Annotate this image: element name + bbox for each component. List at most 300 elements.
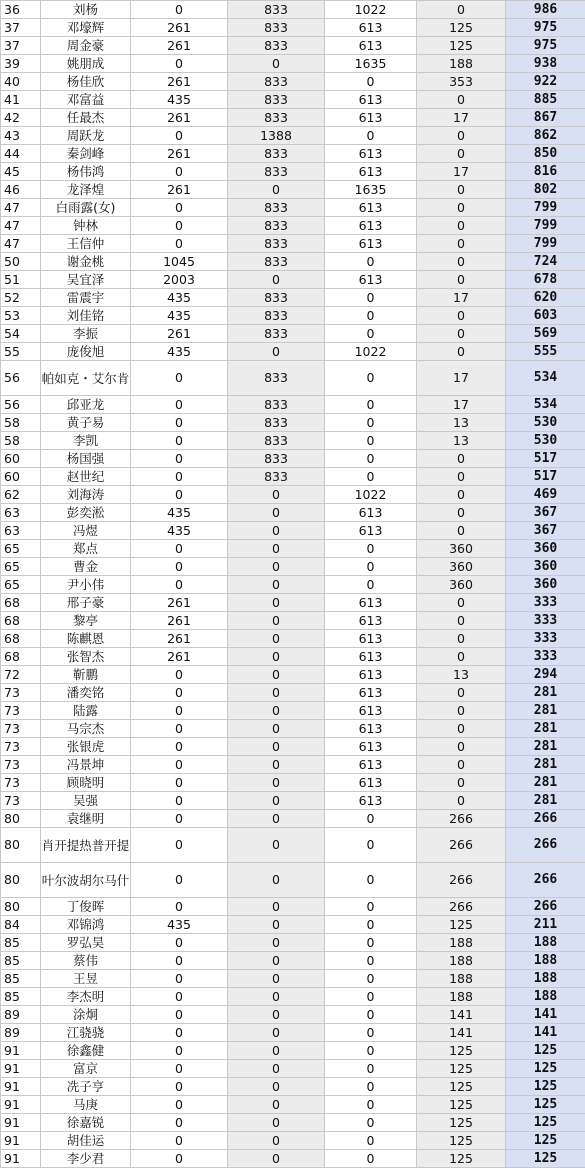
rank-cell[interactable]: 85 <box>1 952 41 970</box>
points-col-2-cell[interactable]: 833 <box>228 91 325 109</box>
player-name-cell[interactable]: 庞俊旭 <box>41 343 131 361</box>
player-name-cell[interactable]: 叶尔波胡尔马什 <box>41 863 131 898</box>
player-name-cell[interactable]: 邓壕辉 <box>41 19 131 37</box>
total-points-cell[interactable]: 517 <box>506 450 585 468</box>
points-col-3-cell[interactable]: 613 <box>325 145 417 163</box>
player-name-cell[interactable]: 胡佳运 <box>41 1132 131 1150</box>
points-col-4-cell[interactable]: 266 <box>417 828 506 863</box>
points-col-3-cell[interactable]: 0 <box>325 576 417 594</box>
rank-cell[interactable]: 43 <box>1 127 41 145</box>
rank-cell[interactable]: 47 <box>1 217 41 235</box>
rank-cell[interactable]: 63 <box>1 522 41 540</box>
points-col-4-cell[interactable]: 0 <box>417 774 506 792</box>
points-col-4-cell[interactable]: 125 <box>417 1060 506 1078</box>
total-points-cell[interactable]: 975 <box>506 37 585 55</box>
player-name-cell[interactable]: 赵世纪 <box>41 468 131 486</box>
points-col-1-cell[interactable]: 0 <box>131 970 228 988</box>
total-points-cell[interactable]: 367 <box>506 522 585 540</box>
total-points-cell[interactable]: 850 <box>506 145 585 163</box>
total-points-cell[interactable]: 141 <box>506 1024 585 1042</box>
rank-cell[interactable]: 72 <box>1 666 41 684</box>
points-col-1-cell[interactable]: 0 <box>131 540 228 558</box>
rank-cell[interactable]: 80 <box>1 898 41 916</box>
points-col-1-cell[interactable]: 2003 <box>131 271 228 289</box>
points-col-2-cell[interactable]: 833 <box>228 19 325 37</box>
points-col-1-cell[interactable]: 435 <box>131 504 228 522</box>
points-col-3-cell[interactable]: 0 <box>325 396 417 414</box>
points-col-4-cell[interactable]: 0 <box>417 738 506 756</box>
total-points-cell[interactable]: 360 <box>506 540 585 558</box>
total-points-cell[interactable]: 360 <box>506 576 585 594</box>
points-col-2-cell[interactable]: 833 <box>228 217 325 235</box>
total-points-cell[interactable]: 125 <box>506 1060 585 1078</box>
total-points-cell[interactable]: 125 <box>506 1078 585 1096</box>
points-col-4-cell[interactable]: 360 <box>417 576 506 594</box>
points-col-2-cell[interactable]: 0 <box>228 828 325 863</box>
points-col-4-cell[interactable]: 188 <box>417 988 506 1006</box>
points-col-3-cell[interactable]: 613 <box>325 594 417 612</box>
points-col-1-cell[interactable]: 0 <box>131 1096 228 1114</box>
player-name-cell[interactable]: 李凯 <box>41 432 131 450</box>
points-col-2-cell[interactable]: 0 <box>228 343 325 361</box>
points-col-2-cell[interactable]: 0 <box>228 756 325 774</box>
points-col-4-cell[interactable]: 0 <box>417 684 506 702</box>
points-col-4-cell[interactable]: 141 <box>417 1006 506 1024</box>
player-name-cell[interactable]: 杨佳欣 <box>41 73 131 91</box>
player-name-cell[interactable]: 肖开提热普开提 <box>41 828 131 863</box>
rank-cell[interactable]: 41 <box>1 91 41 109</box>
total-points-cell[interactable]: 799 <box>506 199 585 217</box>
rank-cell[interactable]: 40 <box>1 73 41 91</box>
points-col-4-cell[interactable]: 266 <box>417 898 506 916</box>
rank-cell[interactable]: 37 <box>1 19 41 37</box>
points-col-1-cell[interactable]: 435 <box>131 307 228 325</box>
player-name-cell[interactable]: 周金豪 <box>41 37 131 55</box>
points-col-2-cell[interactable]: 0 <box>228 1006 325 1024</box>
points-col-1-cell[interactable]: 0 <box>131 468 228 486</box>
points-col-1-cell[interactable]: 0 <box>131 988 228 1006</box>
points-col-1-cell[interactable]: 0 <box>131 1078 228 1096</box>
points-col-4-cell[interactable]: 0 <box>417 181 506 199</box>
points-col-1-cell[interactable]: 0 <box>131 217 228 235</box>
total-points-cell[interactable]: 188 <box>506 934 585 952</box>
points-col-3-cell[interactable]: 0 <box>325 127 417 145</box>
points-col-2-cell[interactable]: 833 <box>228 199 325 217</box>
points-col-2-cell[interactable]: 833 <box>228 163 325 181</box>
points-col-3-cell[interactable]: 613 <box>325 522 417 540</box>
rank-cell[interactable]: 51 <box>1 271 41 289</box>
points-col-3-cell[interactable]: 0 <box>325 1078 417 1096</box>
points-col-1-cell[interactable]: 435 <box>131 91 228 109</box>
points-col-3-cell[interactable]: 0 <box>325 988 417 1006</box>
points-col-4-cell[interactable]: 188 <box>417 55 506 73</box>
rank-cell[interactable]: 73 <box>1 720 41 738</box>
rank-cell[interactable]: 60 <box>1 450 41 468</box>
rank-cell[interactable]: 73 <box>1 684 41 702</box>
points-col-1-cell[interactable]: 0 <box>131 898 228 916</box>
player-name-cell[interactable]: 马宗杰 <box>41 720 131 738</box>
player-name-cell[interactable]: 马庚 <box>41 1096 131 1114</box>
total-points-cell[interactable]: 125 <box>506 1150 585 1168</box>
points-col-3-cell[interactable]: 613 <box>325 37 417 55</box>
rank-cell[interactable]: 91 <box>1 1060 41 1078</box>
rank-cell[interactable]: 39 <box>1 55 41 73</box>
player-name-cell[interactable]: 富京 <box>41 1060 131 1078</box>
points-col-3-cell[interactable]: 0 <box>325 828 417 863</box>
total-points-cell[interactable]: 862 <box>506 127 585 145</box>
points-col-3-cell[interactable]: 1022 <box>325 1 417 19</box>
points-col-3-cell[interactable]: 0 <box>325 1114 417 1132</box>
total-points-cell[interactable]: 333 <box>506 612 585 630</box>
points-col-4-cell[interactable]: 0 <box>417 720 506 738</box>
points-col-1-cell[interactable]: 0 <box>131 810 228 828</box>
points-col-2-cell[interactable]: 0 <box>228 970 325 988</box>
points-col-4-cell[interactable]: 0 <box>417 91 506 109</box>
points-col-1-cell[interactable]: 0 <box>131 666 228 684</box>
player-name-cell[interactable]: 王昱 <box>41 970 131 988</box>
points-col-2-cell[interactable]: 833 <box>228 73 325 91</box>
points-col-4-cell[interactable]: 0 <box>417 648 506 666</box>
total-points-cell[interactable]: 517 <box>506 468 585 486</box>
points-col-4-cell[interactable]: 125 <box>417 1114 506 1132</box>
total-points-cell[interactable]: 724 <box>506 253 585 271</box>
player-name-cell[interactable]: 陈麒恩 <box>41 630 131 648</box>
points-col-1-cell[interactable]: 261 <box>131 37 228 55</box>
total-points-cell[interactable]: 986 <box>506 1 585 19</box>
rank-cell[interactable]: 73 <box>1 756 41 774</box>
rank-cell[interactable]: 65 <box>1 558 41 576</box>
points-col-3-cell[interactable]: 0 <box>325 414 417 432</box>
total-points-cell[interactable]: 885 <box>506 91 585 109</box>
points-col-3-cell[interactable]: 1022 <box>325 343 417 361</box>
points-col-4-cell[interactable]: 125 <box>417 916 506 934</box>
points-col-2-cell[interactable]: 833 <box>228 396 325 414</box>
rank-cell[interactable]: 91 <box>1 1096 41 1114</box>
player-name-cell[interactable]: 邓锦鸿 <box>41 916 131 934</box>
points-col-2-cell[interactable]: 0 <box>228 558 325 576</box>
rank-cell[interactable]: 85 <box>1 970 41 988</box>
points-col-2-cell[interactable]: 0 <box>228 988 325 1006</box>
points-col-1-cell[interactable]: 0 <box>131 684 228 702</box>
points-col-3-cell[interactable]: 0 <box>325 970 417 988</box>
points-col-4-cell[interactable]: 0 <box>417 504 506 522</box>
rank-cell[interactable]: 47 <box>1 199 41 217</box>
rank-cell[interactable]: 68 <box>1 648 41 666</box>
rank-cell[interactable]: 62 <box>1 486 41 504</box>
rank-cell[interactable]: 47 <box>1 235 41 253</box>
points-col-1-cell[interactable]: 0 <box>131 1132 228 1150</box>
points-col-3-cell[interactable]: 0 <box>325 863 417 898</box>
points-col-1-cell[interactable]: 0 <box>131 450 228 468</box>
rank-cell[interactable]: 55 <box>1 343 41 361</box>
points-col-3-cell[interactable]: 613 <box>325 271 417 289</box>
points-col-2-cell[interactable]: 0 <box>228 486 325 504</box>
player-name-cell[interactable]: 李杰明 <box>41 988 131 1006</box>
player-name-cell[interactable]: 杨国强 <box>41 450 131 468</box>
points-col-2-cell[interactable]: 833 <box>228 37 325 55</box>
total-points-cell[interactable]: 816 <box>506 163 585 181</box>
points-col-3-cell[interactable]: 0 <box>325 253 417 271</box>
points-col-2-cell[interactable]: 0 <box>228 612 325 630</box>
total-points-cell[interactable]: 555 <box>506 343 585 361</box>
points-col-4-cell[interactable]: 0 <box>417 325 506 343</box>
points-col-2-cell[interactable]: 0 <box>228 1060 325 1078</box>
rank-cell[interactable]: 54 <box>1 325 41 343</box>
points-col-1-cell[interactable]: 0 <box>131 702 228 720</box>
points-col-3-cell[interactable]: 0 <box>325 898 417 916</box>
points-col-3-cell[interactable]: 613 <box>325 199 417 217</box>
rank-cell[interactable]: 73 <box>1 738 41 756</box>
total-points-cell[interactable]: 211 <box>506 916 585 934</box>
points-col-1-cell[interactable]: 0 <box>131 576 228 594</box>
rank-cell[interactable]: 60 <box>1 468 41 486</box>
points-col-3-cell[interactable]: 0 <box>325 916 417 934</box>
player-name-cell[interactable]: 顾晓明 <box>41 774 131 792</box>
points-col-4-cell[interactable]: 0 <box>417 630 506 648</box>
points-col-1-cell[interactable]: 0 <box>131 558 228 576</box>
points-col-4-cell[interactable]: 0 <box>417 199 506 217</box>
total-points-cell[interactable]: 188 <box>506 952 585 970</box>
points-col-4-cell[interactable]: 0 <box>417 271 506 289</box>
points-col-4-cell[interactable]: 125 <box>417 1132 506 1150</box>
rank-cell[interactable]: 80 <box>1 828 41 863</box>
points-col-4-cell[interactable]: 13 <box>417 666 506 684</box>
points-col-4-cell[interactable]: 0 <box>417 702 506 720</box>
points-col-2-cell[interactable]: 0 <box>228 594 325 612</box>
points-col-4-cell[interactable]: 188 <box>417 952 506 970</box>
points-col-4-cell[interactable]: 0 <box>417 594 506 612</box>
points-col-4-cell[interactable]: 0 <box>417 235 506 253</box>
player-name-cell[interactable]: 袁继明 <box>41 810 131 828</box>
points-col-4-cell[interactable]: 125 <box>417 37 506 55</box>
rank-cell[interactable]: 58 <box>1 432 41 450</box>
total-points-cell[interactable]: 281 <box>506 738 585 756</box>
points-col-3-cell[interactable]: 1022 <box>325 486 417 504</box>
points-col-1-cell[interactable]: 0 <box>131 55 228 73</box>
player-name-cell[interactable]: 潘奕铭 <box>41 684 131 702</box>
total-points-cell[interactable]: 266 <box>506 863 585 898</box>
total-points-cell[interactable]: 799 <box>506 235 585 253</box>
points-col-4-cell[interactable]: 17 <box>417 361 506 396</box>
points-col-2-cell[interactable]: 0 <box>228 271 325 289</box>
points-col-4-cell[interactable]: 0 <box>417 217 506 235</box>
rank-cell[interactable]: 80 <box>1 810 41 828</box>
points-col-2-cell[interactable]: 0 <box>228 540 325 558</box>
total-points-cell[interactable]: 188 <box>506 988 585 1006</box>
points-col-3-cell[interactable]: 613 <box>325 612 417 630</box>
points-col-4-cell[interactable]: 125 <box>417 1042 506 1060</box>
total-points-cell[interactable]: 530 <box>506 414 585 432</box>
points-col-1-cell[interactable]: 0 <box>131 756 228 774</box>
points-col-4-cell[interactable]: 0 <box>417 468 506 486</box>
points-col-2-cell[interactable]: 833 <box>228 361 325 396</box>
points-col-1-cell[interactable]: 261 <box>131 594 228 612</box>
points-col-4-cell[interactable]: 0 <box>417 756 506 774</box>
points-col-3-cell[interactable]: 0 <box>325 1042 417 1060</box>
player-name-cell[interactable]: 刘佳铭 <box>41 307 131 325</box>
total-points-cell[interactable]: 569 <box>506 325 585 343</box>
player-name-cell[interactable]: 邢子豪 <box>41 594 131 612</box>
points-col-1-cell[interactable]: 0 <box>131 414 228 432</box>
points-col-3-cell[interactable]: 0 <box>325 289 417 307</box>
points-col-4-cell[interactable]: 0 <box>417 127 506 145</box>
points-col-2-cell[interactable]: 0 <box>228 522 325 540</box>
player-name-cell[interactable]: 靳鹏 <box>41 666 131 684</box>
points-col-1-cell[interactable]: 0 <box>131 127 228 145</box>
total-points-cell[interactable]: 294 <box>506 666 585 684</box>
player-name-cell[interactable]: 黎亭 <box>41 612 131 630</box>
points-col-1-cell[interactable]: 0 <box>131 432 228 450</box>
rank-cell[interactable]: 91 <box>1 1150 41 1168</box>
rank-cell[interactable]: 56 <box>1 361 41 396</box>
rank-cell[interactable]: 73 <box>1 702 41 720</box>
points-col-3-cell[interactable]: 0 <box>325 307 417 325</box>
total-points-cell[interactable]: 620 <box>506 289 585 307</box>
total-points-cell[interactable]: 281 <box>506 684 585 702</box>
player-name-cell[interactable]: 谢金桃 <box>41 253 131 271</box>
points-col-1-cell[interactable]: 0 <box>131 774 228 792</box>
points-col-3-cell[interactable]: 613 <box>325 684 417 702</box>
points-col-1-cell[interactable]: 0 <box>131 720 228 738</box>
points-col-3-cell[interactable]: 613 <box>325 756 417 774</box>
total-points-cell[interactable]: 141 <box>506 1006 585 1024</box>
player-name-cell[interactable]: 邱亚龙 <box>41 396 131 414</box>
points-col-2-cell[interactable]: 0 <box>228 648 325 666</box>
points-col-4-cell[interactable]: 0 <box>417 522 506 540</box>
rank-cell[interactable]: 89 <box>1 1006 41 1024</box>
points-col-1-cell[interactable]: 0 <box>131 1114 228 1132</box>
rank-cell[interactable]: 36 <box>1 1 41 19</box>
points-col-1-cell[interactable]: 261 <box>131 325 228 343</box>
points-col-1-cell[interactable]: 0 <box>131 1006 228 1024</box>
total-points-cell[interactable]: 530 <box>506 432 585 450</box>
rank-cell[interactable]: 52 <box>1 289 41 307</box>
total-points-cell[interactable]: 266 <box>506 828 585 863</box>
points-col-4-cell[interactable]: 17 <box>417 396 506 414</box>
points-col-3-cell[interactable]: 0 <box>325 325 417 343</box>
points-col-3-cell[interactable]: 0 <box>325 810 417 828</box>
points-col-2-cell[interactable]: 833 <box>228 1 325 19</box>
rank-cell[interactable]: 91 <box>1 1132 41 1150</box>
total-points-cell[interactable]: 333 <box>506 594 585 612</box>
points-col-3-cell[interactable]: 0 <box>325 361 417 396</box>
rank-cell[interactable]: 91 <box>1 1042 41 1060</box>
points-col-3-cell[interactable]: 613 <box>325 163 417 181</box>
points-col-3-cell[interactable]: 613 <box>325 217 417 235</box>
points-col-3-cell[interactable]: 613 <box>325 792 417 810</box>
points-col-1-cell[interactable]: 435 <box>131 522 228 540</box>
points-col-4-cell[interactable]: 0 <box>417 253 506 271</box>
rank-cell[interactable]: 44 <box>1 145 41 163</box>
rank-cell[interactable]: 68 <box>1 612 41 630</box>
player-name-cell[interactable]: 白雨露(女) <box>41 199 131 217</box>
points-col-2-cell[interactable]: 833 <box>228 253 325 271</box>
rank-cell[interactable]: 56 <box>1 396 41 414</box>
points-col-2-cell[interactable]: 0 <box>228 55 325 73</box>
points-col-3-cell[interactable]: 613 <box>325 630 417 648</box>
points-col-3-cell[interactable]: 613 <box>325 235 417 253</box>
points-col-1-cell[interactable]: 0 <box>131 828 228 863</box>
points-col-2-cell[interactable]: 0 <box>228 1024 325 1042</box>
points-col-3-cell[interactable]: 0 <box>325 1024 417 1042</box>
points-col-1-cell[interactable]: 0 <box>131 163 228 181</box>
points-col-3-cell[interactable]: 613 <box>325 738 417 756</box>
total-points-cell[interactable]: 125 <box>506 1042 585 1060</box>
points-col-2-cell[interactable]: 833 <box>228 325 325 343</box>
total-points-cell[interactable]: 281 <box>506 756 585 774</box>
points-col-1-cell[interactable]: 261 <box>131 630 228 648</box>
rank-cell[interactable]: 45 <box>1 163 41 181</box>
player-name-cell[interactable]: 杨伟鸿 <box>41 163 131 181</box>
total-points-cell[interactable]: 281 <box>506 702 585 720</box>
points-col-3-cell[interactable]: 613 <box>325 666 417 684</box>
rank-cell[interactable]: 80 <box>1 863 41 898</box>
total-points-cell[interactable]: 188 <box>506 970 585 988</box>
points-col-2-cell[interactable]: 833 <box>228 235 325 253</box>
points-col-3-cell[interactable]: 0 <box>325 1096 417 1114</box>
points-col-2-cell[interactable]: 1388 <box>228 127 325 145</box>
points-col-3-cell[interactable]: 613 <box>325 648 417 666</box>
rank-cell[interactable]: 91 <box>1 1114 41 1132</box>
rank-cell[interactable]: 53 <box>1 307 41 325</box>
player-name-cell[interactable]: 王信仲 <box>41 235 131 253</box>
points-col-1-cell[interactable]: 0 <box>131 199 228 217</box>
total-points-cell[interactable]: 367 <box>506 504 585 522</box>
total-points-cell[interactable]: 975 <box>506 19 585 37</box>
points-col-1-cell[interactable]: 0 <box>131 934 228 952</box>
points-col-2-cell[interactable]: 0 <box>228 1042 325 1060</box>
points-col-3-cell[interactable]: 0 <box>325 468 417 486</box>
total-points-cell[interactable]: 281 <box>506 774 585 792</box>
rank-cell[interactable]: 68 <box>1 594 41 612</box>
points-col-3-cell[interactable]: 613 <box>325 91 417 109</box>
points-col-1-cell[interactable]: 0 <box>131 952 228 970</box>
player-name-cell[interactable]: 钟林 <box>41 217 131 235</box>
points-col-4-cell[interactable]: 188 <box>417 934 506 952</box>
points-col-3-cell[interactable]: 0 <box>325 1150 417 1168</box>
total-points-cell[interactable]: 333 <box>506 630 585 648</box>
total-points-cell[interactable]: 534 <box>506 396 585 414</box>
points-col-2-cell[interactable]: 0 <box>228 1096 325 1114</box>
total-points-cell[interactable]: 922 <box>506 73 585 91</box>
rank-cell[interactable]: 84 <box>1 916 41 934</box>
points-col-2-cell[interactable]: 833 <box>228 145 325 163</box>
player-name-cell[interactable]: 黄子易 <box>41 414 131 432</box>
points-col-1-cell[interactable]: 261 <box>131 181 228 199</box>
total-points-cell[interactable]: 281 <box>506 792 585 810</box>
total-points-cell[interactable]: 125 <box>506 1096 585 1114</box>
total-points-cell[interactable]: 534 <box>506 361 585 396</box>
player-name-cell[interactable]: 徐鑫健 <box>41 1042 131 1060</box>
points-col-1-cell[interactable]: 435 <box>131 343 228 361</box>
points-col-4-cell[interactable]: 17 <box>417 289 506 307</box>
points-col-2-cell[interactable]: 0 <box>228 774 325 792</box>
points-col-4-cell[interactable]: 0 <box>417 486 506 504</box>
player-name-cell[interactable]: 尹小伟 <box>41 576 131 594</box>
points-col-4-cell[interactable]: 13 <box>417 432 506 450</box>
player-name-cell[interactable]: 刘海涛 <box>41 486 131 504</box>
player-name-cell[interactable]: 涂炯 <box>41 1006 131 1024</box>
points-col-2-cell[interactable]: 0 <box>228 504 325 522</box>
points-col-1-cell[interactable]: 261 <box>131 145 228 163</box>
points-col-2-cell[interactable]: 0 <box>228 738 325 756</box>
player-name-cell[interactable]: 邓富益 <box>41 91 131 109</box>
points-col-4-cell[interactable]: 125 <box>417 1150 506 1168</box>
points-col-2-cell[interactable]: 833 <box>228 109 325 127</box>
rank-cell[interactable]: 42 <box>1 109 41 127</box>
points-col-4-cell[interactable]: 141 <box>417 1024 506 1042</box>
player-name-cell[interactable]: 彭奕淞 <box>41 504 131 522</box>
